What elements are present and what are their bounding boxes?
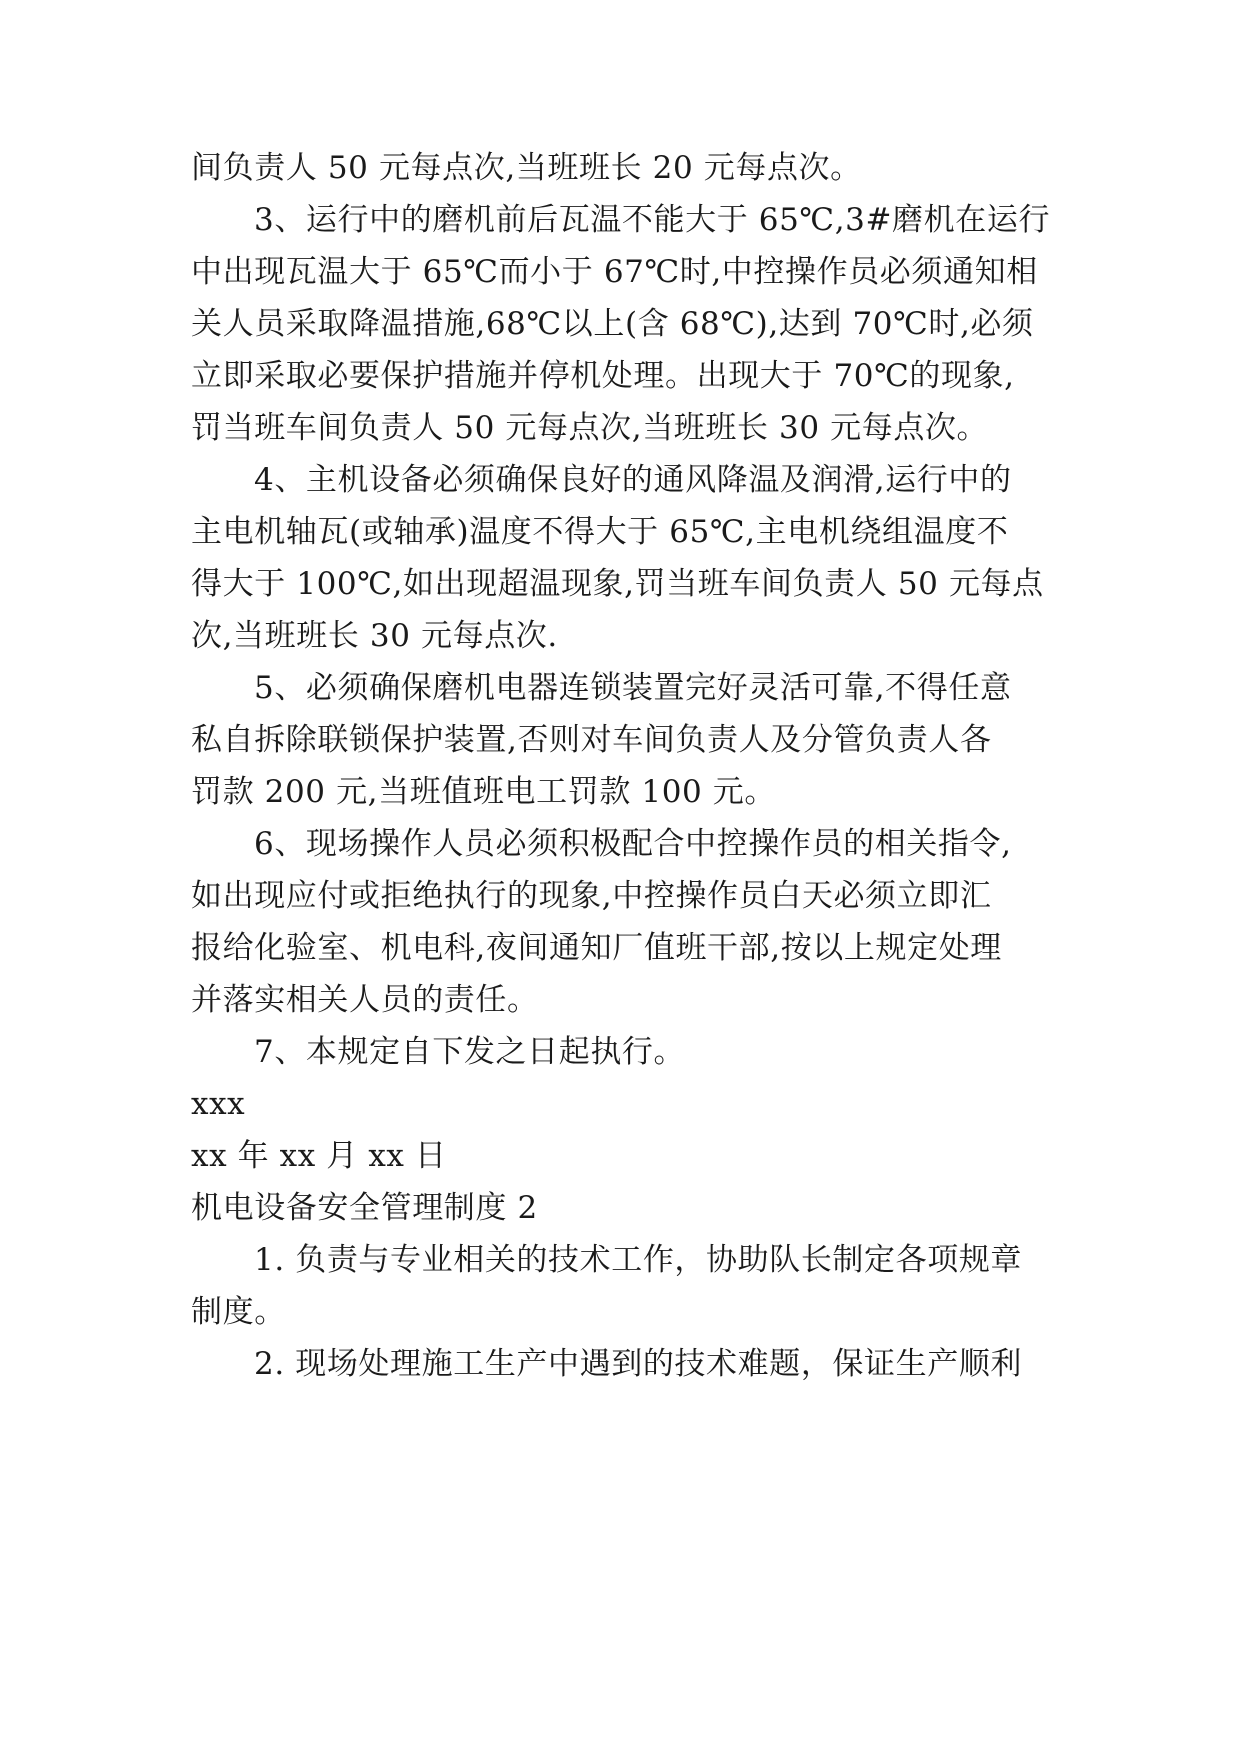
paragraph-4-start: 4、主机设备必须确保良好的通风降温及润滑,运行中的: [254, 462, 1012, 498]
text-line: 得大于 100℃,如出现超温现象,罚当班车间负责人 50 元每点: [191, 566, 1044, 602]
signature-name: xxx: [191, 1086, 246, 1122]
text-line: 主电机轴瓦(或轴承)温度不得大于 65℃,主电机绕组温度不: [191, 514, 1009, 550]
paragraph-7: 7、本规定自下发之日起执行。: [254, 1034, 686, 1070]
text-line: 关人员采取降温措施,68℃以上(含 68℃),达到 70℃时,必须: [191, 306, 1034, 342]
text-line: 罚当班车间负责人 50 元每点次,当班班长 30 元每点次。: [191, 410, 989, 446]
text-line: 立即采取必要保护措施并停机处理。出现大于 70℃的现象,: [191, 358, 1015, 394]
paragraph-5-start: 5、必须确保磨机电器连锁装置完好灵活可靠,不得任意: [254, 670, 1012, 706]
text-line: 罚款 200 元,当班值班电工罚款 100 元。: [191, 774, 777, 810]
item-2-start: 2. 现场处理施工生产中遇到的技术难题，保证生产顺利: [254, 1346, 1023, 1382]
text-line: 制度。: [191, 1294, 286, 1330]
signature-date: xx 年 xx 月 xx 日: [191, 1138, 447, 1174]
paragraph-6-start: 6、现场操作人员必须积极配合中控操作员的相关指令,: [254, 826, 1012, 862]
text-line: 私自拆除联锁保护装置,否则对车间负责人及分管负责人各: [191, 722, 992, 758]
text-line: 中出现瓦温大于 65℃而小于 67℃时,中控操作员必须通知相: [191, 254, 1038, 290]
text-line: 间负责人 50 元每点次,当班班长 20 元每点次。: [191, 150, 862, 186]
section-title: 机电设备安全管理制度 2: [191, 1190, 538, 1226]
text-line: 次,当班班长 30 元每点次.: [191, 618, 558, 654]
text-line: 并落实相关人员的责任。: [191, 982, 539, 1018]
text-line: 报给化验室、机电科,夜间通知厂值班干部,按以上规定处理: [191, 930, 1002, 966]
text-line: 如出现应付或拒绝执行的现象,中控操作员白天必须立即汇: [191, 878, 992, 914]
item-1-start: 1. 负责与专业相关的技术工作，协助队长制定各项规章: [254, 1242, 1023, 1278]
paragraph-3-start: 3、运行中的磨机前后瓦温不能大于 65℃,3#磨机在运行: [254, 202, 1051, 238]
